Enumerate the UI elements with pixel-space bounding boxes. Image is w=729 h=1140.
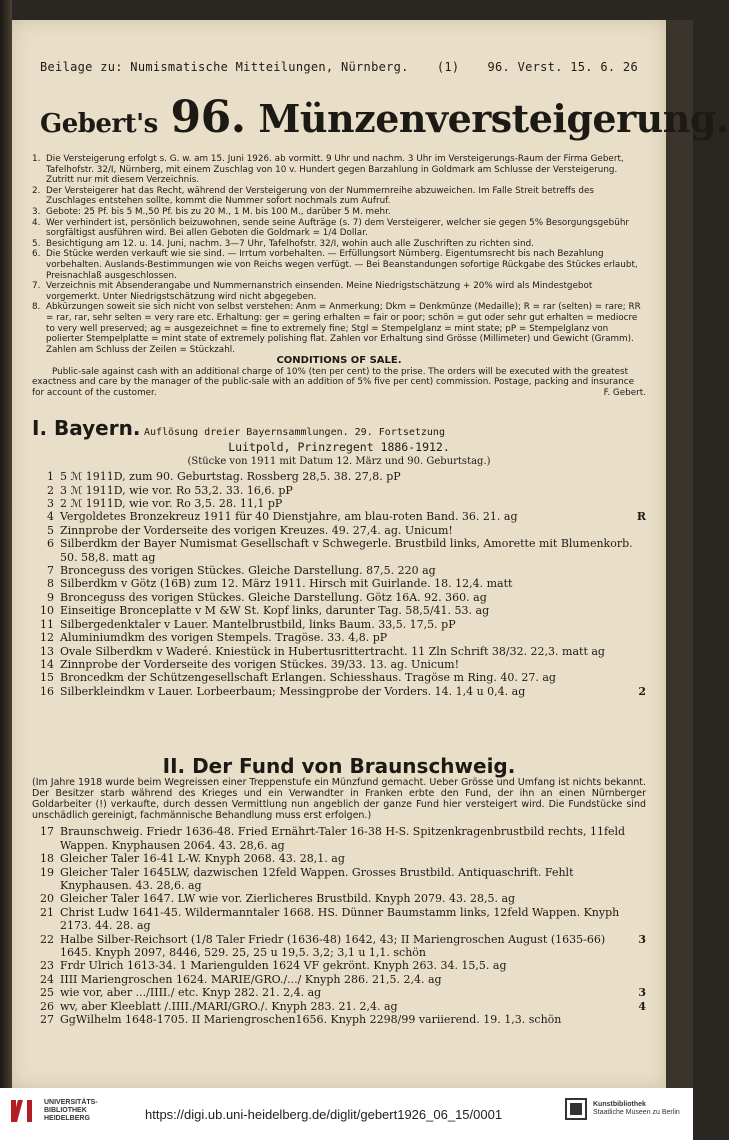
lot-extra — [642, 524, 646, 537]
lot-row — [32, 1013, 646, 1026]
lot-extra: 3 — [638, 986, 646, 1000]
section-subheading: Auflösung dreier Bayernsammlungen. 29. Fortsetzung — [143, 427, 445, 438]
lot-row — [32, 510, 646, 523]
lot-extra: 3 — [638, 932, 646, 946]
lot-extra — [642, 564, 646, 577]
lot-row — [32, 591, 646, 604]
lot-number: 18 — [40, 852, 54, 866]
lot-description: Einseitige Bronceplatte v M &W St. Kopf links, darunter Tag. 58,5/41. 53. ag — [60, 604, 490, 618]
lot-row — [32, 524, 646, 537]
lot-extra — [642, 484, 646, 497]
lot-number: 25 — [40, 986, 54, 1000]
lot-row — [32, 497, 646, 510]
lot-row — [32, 537, 646, 564]
lot-description: 3 ℳ 1911D, wie vor. Ro 53,2. 33. 16,6. pP — [60, 483, 293, 497]
lot-extra — [642, 645, 646, 658]
lot-number: 24 — [40, 972, 54, 986]
rule-item: 2. Der Versteigerer hat das Recht, während der Versteigerung von der Nummernreihe abzuweichen. Im Falle Streit betreffs des Zuschlages entstehen sollte, kommt die Nummer sofort nochmals zum Aufruf. — [32, 185, 594, 207]
rule-item: 1. Die Versteigerung erfolgt s. G. w. am 15. Juni 1926. ab vormitt. 9 Uhr und nachm. 3 Uhr im Versteigerungs-Raum der Firma Gebert, Tafelhofstr. 32/I, Nürnberg, mit einem Zuschlag von 10 v. Hundert gegen Barzahlung in Goldmark am Schlusse der Versteigerung. Zutritt nur mit diesem Verzeichnis. — [32, 154, 624, 186]
lot-extra — [642, 852, 646, 865]
rule-item: 7. Verzeichnis mit Absenderangabe und Nummernanstrich einsenden. Meine Niedrigstschätzung + 20% wird als Mindestgebot vorgemerkt. Unter Niedrigstschätzung wird nicht abgegeben. — [32, 281, 593, 302]
lot-description: Frdr Ulrich 1613-34. 1 Mariengulden 1624 VF gekrönt. Knyph 263. 34. 15,5. ag — [60, 959, 507, 973]
book-edge — [666, 20, 693, 1088]
lot-description: Bronceguss des vorigen Stückes. Gleiche Darstellung. 87,5. 220 ag — [60, 564, 436, 578]
lot-row — [32, 470, 646, 483]
title-prefix: Gebert's — [40, 109, 158, 139]
lot-extra: R — [636, 510, 646, 524]
header-left: Beilage zu: Numismatische Mitteilungen, Nürnberg. — [40, 60, 409, 74]
conditions-text: Public-sale against cash with an additional charge of 10% (ten per cent) to the prise. The orders will be executed with the greatest exactness and care by the manager of the public-sale with an addition of 5% five per cent) commission. Postage, packing and insurance for account of the customer. F. Gebert. — [32, 366, 646, 399]
ruler-note: (Stücke von 1911 mit Datum 12. März und 90. Geburtstag.) — [187, 455, 491, 467]
lot-number: 6 — [47, 537, 54, 551]
lot-extra — [642, 537, 646, 564]
lot-row — [32, 564, 646, 577]
lot-extra — [642, 497, 646, 510]
lot-description: wie vor, aber .../IIII./ etc. Knyp 282. 21. 2,4. ag — [60, 986, 322, 1000]
lot-list — [32, 470, 646, 698]
lot-number: 3 — [47, 497, 54, 511]
section-heading: I. Bayern. — [32, 416, 141, 440]
lot-description: Gleicher Taler 16-41 L-W. Knyph 2068. 43. 28,1. ag — [60, 852, 345, 866]
lot-extra — [642, 631, 646, 644]
lot-number: 1 — [47, 470, 54, 484]
lot-number: 4 — [47, 510, 54, 524]
lot-number: 12 — [40, 631, 54, 645]
title-main: Münzenversteigerung. — [258, 96, 729, 141]
lot-extra — [642, 658, 646, 671]
lot-row — [32, 986, 646, 999]
lot-number: 13 — [40, 644, 54, 658]
lot-description: 2 ℳ 1911D, wie vor. Ro 3,5. 28. 11,1 pP — [60, 497, 283, 511]
running-header — [40, 60, 638, 74]
lot-row — [32, 658, 646, 671]
lot-number: 5 — [47, 523, 54, 537]
lot-description: GgWilhelm 1648-1705. II Mariengroschen1656. Knyph 2298/99 variierend. 19. 1,3. schön — [60, 1013, 562, 1027]
heidelberg-logo[interactable]: UNIVERSITÄTS- BIBLIOTHEK HEIDELBERG — [8, 1096, 98, 1126]
lot-extra — [642, 906, 646, 933]
lot-number: 16 — [40, 684, 54, 698]
lot-description: Silberdkm v Götz (16B) zum 12. März 1911. Hirsch mit Guirlande. 18. 12,4. matt — [60, 577, 513, 591]
lot-description: Christ Ludw 1641-45. Wildermanntaler 1668. HS. Dünner Baumstamm links, 12feld Wappen. Knyph 2173. 44. 28. ag — [60, 905, 620, 933]
lot-extra — [642, 470, 646, 483]
lot-row — [32, 645, 646, 658]
lot-description: Halbe Silber-Reichsort (1/8 Taler Friedr (1636-48) 1642, 43; II Mariengroschen August (1635-66) 1645. Knyph 2097, 8446, 529. 25, 25 u 19,5. 3,2; 3,1 u 1,1. schön — [60, 932, 606, 960]
lot-extra — [642, 671, 646, 684]
auction-rules — [32, 154, 646, 399]
lot-extra — [642, 1013, 646, 1026]
lot-extra — [642, 959, 646, 972]
section-heading: II. Der Fund von Braunschweig. — [162, 754, 516, 778]
document-url[interactable]: https://digi.ub.uni-heidelberg.de/diglit/gebert1926_06_15/0001 — [145, 1107, 503, 1122]
lot-row — [32, 852, 646, 865]
lot-extra: 4 — [638, 999, 646, 1013]
rule-item: 5. Besichtigung am 12. u. 14. Juni, nachm. 3—7 Uhr, Tafelhofstr. 32/I, wohin auch alle Zuschriften zu richten sind. — [32, 238, 534, 249]
lot-number: 15 — [40, 671, 54, 685]
lot-description: Silberdkm der Bayer Numismat Gesellschaft v Schwegerle. Brustbild links, Amorette mit Blumenkorb. 50. 58,8. matt ag — [60, 537, 633, 564]
lot-extra — [642, 825, 646, 852]
lot-list — [32, 825, 646, 1026]
lot-extra — [642, 577, 646, 590]
lot-row — [32, 866, 646, 893]
lot-number: 19 — [40, 865, 54, 879]
lot-description: 5 ℳ 1911D, zum 90. Geburtstag. Rossberg 28,5. 38. 27,8. pP — [60, 470, 401, 484]
lot-number: 2 — [47, 483, 54, 497]
lot-description: Bronceguss des vorigen Stückes. Gleiche Darstellung. Götz 16A. 92. 360. ag — [60, 590, 487, 604]
rule-item: 8. Abkürzungen soweit sie sich nicht von selbst verstehen: Anm = Anmerkung; Dkm = Denkmünze (Medaille); R = rar (selten) = rare; RR = rar, rar, sehr selten = very rare etc. Erhaltung: ger = gering erhalten = fair or poor; schön = gut oder sehr gut erhalten = mediocre to very well preserved; ag = ausgezeichnet = fine to extremely fine; Stgl = Stempelglanz = mint state; pP = Stempelglanz von polierter Stempelplatte = mint state of extremely polishing flat. Zahlen vor Erhaltung sind Grösse (Millimeter) und Gewicht (Gramm). Zahlen am Schluss der Zeilen = Stückzahl. — [32, 302, 641, 355]
lot-row — [32, 906, 646, 933]
lot-description: Braunschweig. Friedr 1636-48. Fried Ernährt-Taler 16-38 H-S. Spitzenkragenbrustbild rechts, 11feld Wappen. Knyphausen 2064. 43. 28,6. ag — [60, 825, 626, 852]
lot-row — [32, 685, 646, 698]
scanned-page — [12, 20, 729, 1088]
lot-number: 17 — [40, 825, 54, 839]
lot-number: 8 — [47, 577, 54, 591]
lot-row — [32, 1000, 646, 1013]
lot-number: 27 — [40, 1013, 54, 1027]
header-page-number: (1) — [436, 60, 460, 74]
book-spine — [0, 0, 12, 1140]
museum-icon — [565, 1098, 587, 1120]
conditions-title: CONDITIONS OF SALE. — [276, 355, 402, 367]
lot-description: Silbergedenktaler v Lauer. Mantelbrustbild, links Baum. 33,5. 17,5. pP — [60, 617, 456, 631]
auction-title — [40, 92, 729, 143]
header-right: 96. Verst. 15. 6. 26 — [487, 60, 638, 74]
lot-number: 14 — [40, 657, 54, 671]
lot-number: 20 — [40, 892, 54, 906]
signature: F. Gebert. — [603, 388, 646, 399]
lot-description: Gleicher Taler 1645LW, dazwischen 12feld Wappen. Grosses Brustbild. Antiquaschrift. Fehlt Knyphausen. 43. 28,6. ag — [60, 865, 574, 893]
lot-row — [32, 933, 646, 960]
rule-item: 3. Gebote: 25 Pf. bis 5 M.,50 Pf. bis zu 20 M., 1 M. bis 100 M., darüber 5 M. mehr. — [32, 206, 391, 217]
lot-number: 7 — [47, 564, 54, 578]
lot-row — [32, 604, 646, 617]
lot-number: 22 — [40, 932, 54, 946]
section-bayern — [32, 416, 646, 698]
lot-row — [32, 959, 646, 972]
section-braunschweig — [32, 754, 646, 1027]
lot-number: 23 — [40, 959, 54, 973]
lot-row — [32, 892, 646, 905]
lot-row — [32, 671, 646, 684]
lot-description: Aluminiumdkm des vorigen Stempels. Tragöse. 33. 4,8. pP — [60, 631, 388, 645]
lot-description: IIII Mariengroschen 1624. MARIE/GRO./.../ Knyph 286. 21,5. 2,4. ag — [60, 972, 442, 986]
title-number: 96. — [170, 92, 246, 143]
university-library-icon — [8, 1096, 38, 1126]
kunstbibliothek-logo[interactable]: Kunstbibliothek Staatliche Museen zu Berlin — [565, 1098, 680, 1120]
lot-row — [32, 618, 646, 631]
lot-row — [32, 577, 646, 590]
lot-row — [32, 825, 646, 852]
rule-item: 4. Wer verhindert ist, persönlich beizuwohnen, sende seine Aufträge (s. 7) dem Versteigerer, welcher sie gegen 5% Besorgungsgebühr sorgfältigst ausführen wird. Bei allen Geboten die Goldmark = 1/4 Dollar. — [32, 217, 630, 239]
lot-description: Broncedkm der Schützengesellschaft Erlangen. Schiesshaus. Tragöse m Ring. 40. 27. ag — [60, 671, 556, 685]
lot-description: Gleicher Taler 1647. LW wie vor. Zierlicheres Brustbild. Knyph 2079. 43. 28,5. ag — [60, 892, 516, 906]
rule-item: 6. Die Stücke werden verkauft wie sie sind. — Irrtum vorbehalten. — Erfüllungsort Nürnberg. Eigentumsrecht bis nach Bezahlung vorbehalten. Auslands-Bestimmungen wie von Reichs wegen verfügt. — Bei Beanstandungen sofortige Rückgabe des Stückes erlaubt, Preisnachlaß ausgeschlossen. — [32, 249, 638, 281]
lot-number: 26 — [40, 999, 54, 1013]
lot-extra — [642, 591, 646, 604]
lot-extra — [642, 892, 646, 905]
lot-description: Zinnprobe der Vorderseite des vorigen Kreuzes. 49. 27,4. ag. Unicum! — [60, 523, 453, 537]
lot-row — [32, 973, 646, 986]
lot-description: Silberkleindkm v Lauer. Lorbeerbaum; Messingprobe der Vorders. 14. 1,4 u 0,4. ag — [60, 684, 526, 698]
lot-description: Ovale Silberdkm v Waderé. Kniestück in Hubertusrittertracht. 11 Zln Schrift 38/32. 22,3. matt ag — [60, 644, 605, 658]
lot-description: Vergoldetes Bronzekreuz 1911 für 40 Dienstjahre, am blau-roten Band. 36. 21. ag — [60, 510, 518, 524]
lot-extra — [642, 604, 646, 617]
lot-number: 9 — [47, 590, 54, 604]
lot-extra: 2 — [638, 684, 646, 698]
lot-extra — [642, 973, 646, 986]
section-intro: (Im Jahre 1918 wurde beim Wegreissen einer Treppenstufe ein Münzfund gemacht. Ueber Grösse und Umfang ist nichts bekannt. Der Besitzer starb während des Krieges und ein Verwandter in Franken erbte den Fund, der ihn an einen Nürnberger Goldarbeiter (!) verkaufte, durch dessen Vermittlung nun angeblich der ganze Fund hier versteigert wird. Die Fundstücke sind unschädlich gereinigt, fachmännische Behandlung muss erst erfolgen.) — [32, 777, 646, 822]
lot-number: 11 — [40, 617, 54, 631]
lot-extra — [642, 618, 646, 631]
lot-extra — [642, 866, 646, 893]
lot-description: wv, aber Kleeblatt /.IIII./MARI/GRO./. Knyph 283. 21. 2,4. ag — [60, 999, 398, 1013]
ruler-heading: Luitpold, Prinzregent 1886-1912. — [228, 440, 450, 455]
lot-description: Zinnprobe der Vorderseite des vorigen Stückes. 39/33. 13. ag. Unicum! — [60, 657, 460, 671]
viewer-footer — [0, 1088, 693, 1140]
lot-row — [32, 631, 646, 644]
lot-row — [32, 484, 646, 497]
lot-number: 10 — [40, 604, 54, 618]
lot-number: 21 — [40, 905, 54, 919]
